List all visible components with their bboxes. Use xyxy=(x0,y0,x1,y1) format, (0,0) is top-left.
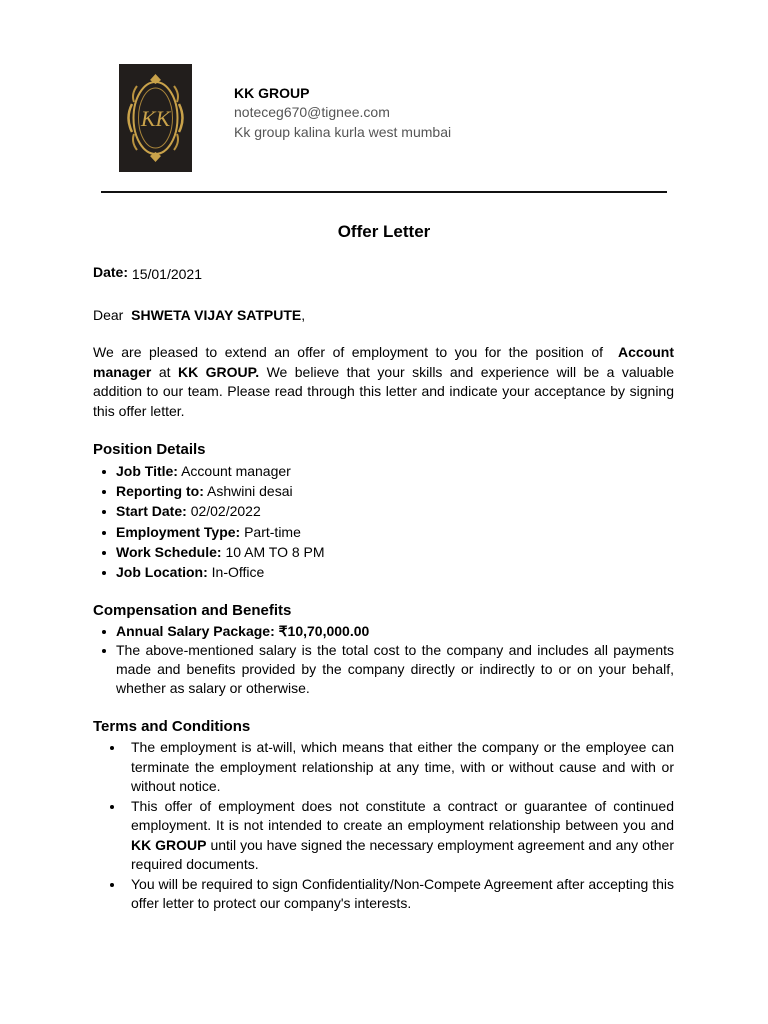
term-text: This offer of employment does not constitute a contract or guarantee of continued employment. It is not intended to create an employment relationship between you and xyxy=(131,797,674,834)
list-item xyxy=(93,562,674,582)
intro-company: KK GROUP. xyxy=(177,363,260,380)
list-item xyxy=(93,481,674,501)
intro-paragraph xyxy=(93,343,674,421)
greeting-suffix: , xyxy=(301,306,306,323)
greeting-prefix: Dear xyxy=(93,306,124,323)
compensation-list xyxy=(93,622,674,698)
item-label: Start Date: xyxy=(116,503,187,520)
intro-text: We are pleased to extend an offer of employment to you for the position of xyxy=(93,344,603,360)
item-value: Account manager xyxy=(181,463,291,479)
document-title: Offer Letter xyxy=(337,222,431,241)
item-value: Ashwini desai xyxy=(207,483,293,500)
position-details-heading: Position Details xyxy=(93,441,206,458)
item-value: 10 AM TO 8 PM xyxy=(225,543,325,560)
term-text: You will be required to sign Confidentiality/Non-Compete Agreement after accepting this offer letter to protect our company's interests. xyxy=(131,875,674,912)
date-line xyxy=(93,265,674,285)
recipient-name: SHWETA VIJAY SATPUTE xyxy=(131,306,302,323)
terms-list xyxy=(93,738,674,914)
list-item xyxy=(93,501,674,521)
company-address: Kk group kalina kurla west mumbai xyxy=(234,124,452,140)
list-item xyxy=(93,641,674,698)
company-name: KK GROUP xyxy=(234,85,310,101)
item-label: Job Location: xyxy=(116,564,208,581)
company-logo xyxy=(119,64,192,172)
compensation-heading: Compensation and Benefits xyxy=(93,602,292,620)
item-value: Part-time xyxy=(244,523,301,540)
list-item xyxy=(93,542,674,562)
greeting xyxy=(93,306,674,326)
list-item xyxy=(93,797,674,875)
svg-text:KK: KK xyxy=(140,106,171,131)
list-item xyxy=(93,522,674,542)
list-item xyxy=(93,622,674,641)
salary-note: The above-mentioned salary is the total cost to the company and includes all payments made and benefits provided by the company directly or indirectly to or on your behalf, whether as salary or otherwise. xyxy=(116,642,674,697)
item-value: In-Office xyxy=(211,564,265,581)
item-label: Work Schedule: xyxy=(116,543,222,560)
salary-label: Annual Salary Package: xyxy=(116,623,275,640)
list-item xyxy=(93,875,674,914)
salary-value: ₹10,70,000.00 xyxy=(278,623,370,640)
date-label: Date: xyxy=(93,264,129,280)
term-text: The employment is at-will, which means that either the company or the employee can terminate the employment relationship at any time, with or without cause and with or without notice. xyxy=(131,739,674,795)
intro-text-rest: We believe that your skills and experience will be a valuable addition to our team. Please read through this letter and indicate your acceptance by signing this offer letter. xyxy=(93,363,675,419)
term-text-rest: until you have signed the necessary employment agreement and any other required documents. xyxy=(131,836,675,873)
term-company: KK GROUP xyxy=(131,836,207,853)
letter-body xyxy=(93,265,674,914)
date-value: 15/01/2021 xyxy=(131,266,202,282)
kk-monogram-icon xyxy=(119,64,192,172)
company-email: noteceg670@tignee.com xyxy=(234,104,390,120)
list-item xyxy=(93,738,674,797)
item-label: Employment Type: xyxy=(116,523,241,540)
intro-position: Account manager xyxy=(93,344,675,380)
intro-at: at xyxy=(158,363,171,380)
item-label: Reporting to: xyxy=(116,483,204,500)
item-label: Job Title: xyxy=(116,463,178,479)
list-item xyxy=(93,461,674,481)
terms-heading: Terms and Conditions xyxy=(93,718,251,736)
company-info xyxy=(234,84,451,142)
position-details-list xyxy=(93,461,674,582)
header-divider xyxy=(101,191,667,193)
item-value: 02/02/2022 xyxy=(190,503,261,520)
